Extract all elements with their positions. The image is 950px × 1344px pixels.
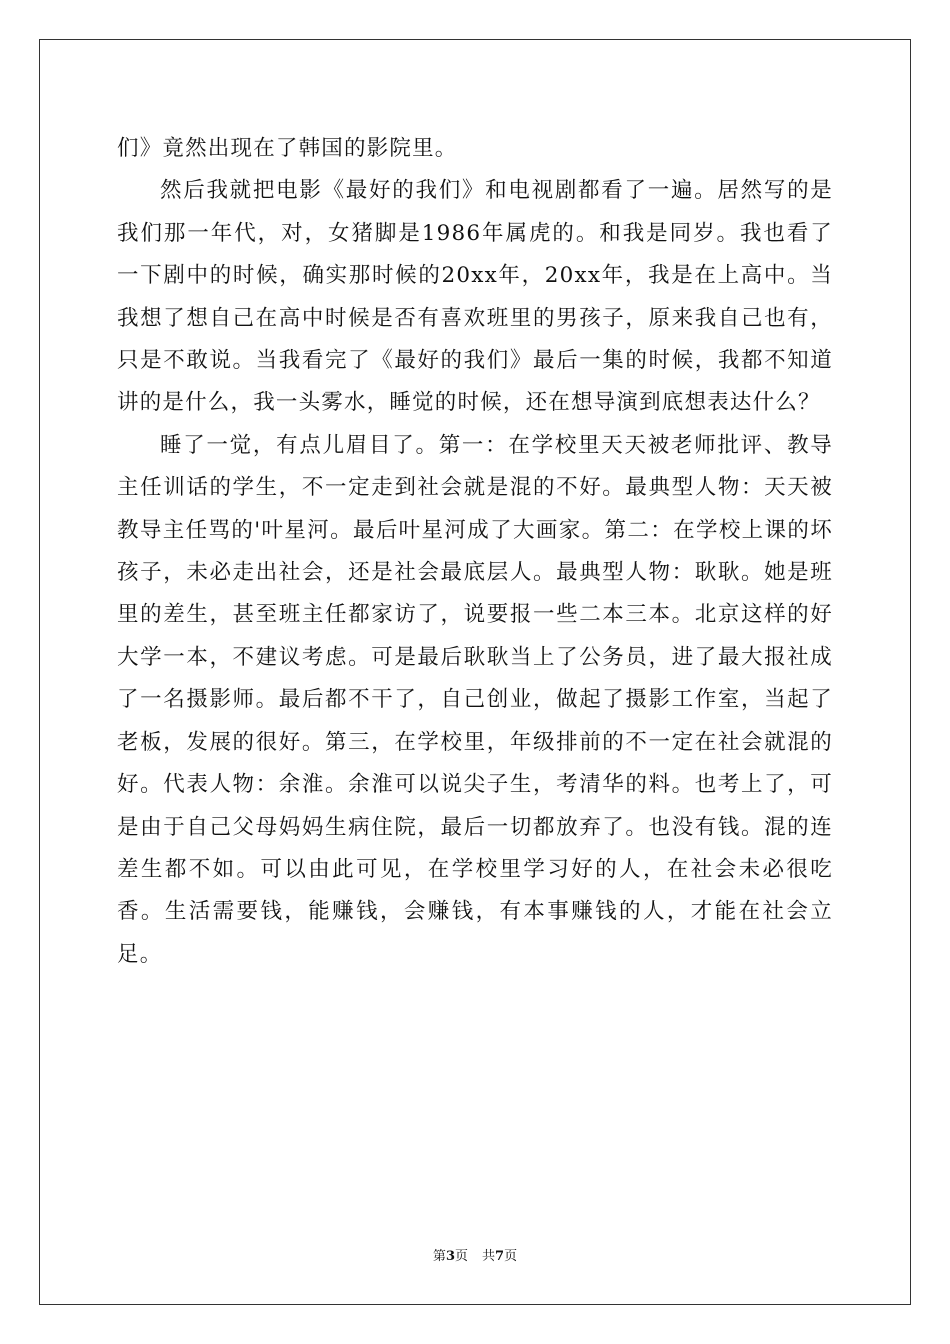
page-footer bbox=[0, 1248, 950, 1266]
page-current-number: 3 bbox=[445, 1249, 455, 1264]
document-body bbox=[117, 128, 833, 976]
total-unit: 页 bbox=[504, 1249, 518, 1264]
page-total-number: 7 bbox=[495, 1249, 505, 1264]
page-prefix: 第 bbox=[432, 1249, 446, 1264]
total-prefix: 共 bbox=[482, 1249, 496, 1264]
paragraph-1: 们》竟然出现在了韩国的影院里。 bbox=[117, 136, 458, 161]
paragraph-3: 睡了一觉，有点儿眉目了。第一：在学校里天天被老师批评、教导主任训话的学生，不一定走到社会就是混的不好。最典型人物：天天被教导主任骂的'叶星河。最后叶星河成了大画家。第二：在学校上课的坏孩子，未必走出社会，还是社会最底层人。最典型人物：耿耿。她是班里的差生，甚至班主任都家访了，说要报一些二本三本。北京这样的好大学一本，不建议考虑。可是最后耿耿当上了公务员，进了最大报社成了一名摄影师。最后都不干了，自己创业，做起了摄影工作室，当起了老板，发展的很好。第三，在学校里，年级排前的不一定在社会就混的好。代表人物：余淮。余淮可以说尖子生，考清华的料。也考上了，可是由于自己父母妈妈生病住院，最后一切都放弃了。也没有钱。混的连差生都不如。可以由此可见，在学校里学习好的人，在社会未必很吃香。生活需要钱，能赚钱，会赚钱，有本事赚钱的人，才能在社会立足。 bbox=[117, 432, 833, 967]
paragraph-2: 然后我就把电影《最好的我们》和电视剧都看了一遍。居然写的是我们那一年代，对，女猪脚是1986年属虎的。和我是同岁。我也看了一下剧中的时候，确实那时候的20xx年，20xx年，我是在上高中。当我想了想自己在高中时候是否有喜欢班里的男孩子，原来我自己也有，只是不敢说。当我看完了《最好的我们》最后一集的时候，我都不知道讲的是什么，我一头雾水，睡觉的时候，还在想导演到底想表达什么？ bbox=[117, 178, 833, 416]
page-unit: 页 bbox=[454, 1249, 468, 1264]
